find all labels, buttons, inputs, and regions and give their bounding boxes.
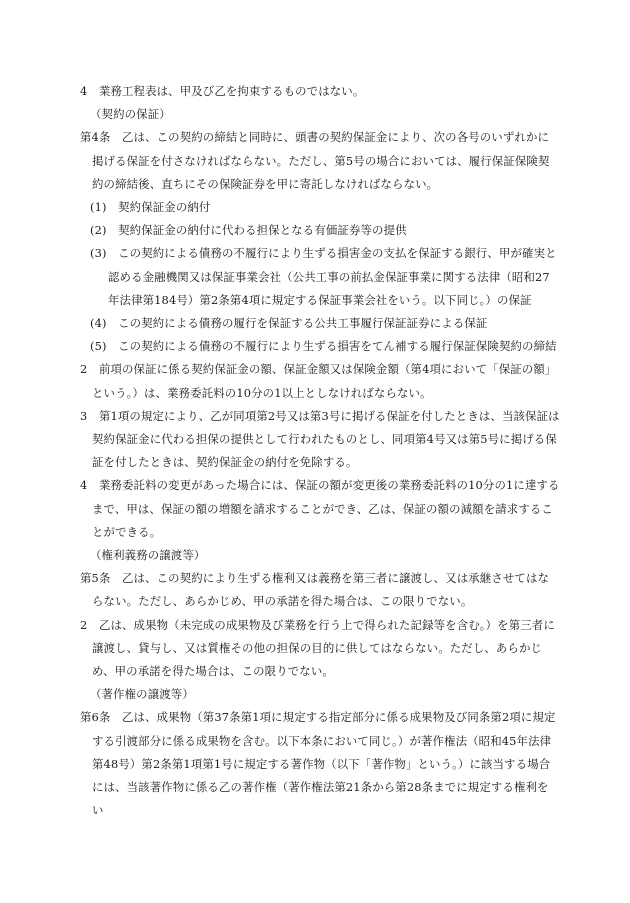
- heading-contract-guarantee: （契約の保証）: [90, 107, 171, 122]
- article-4-paragraph-3: 3 第1項の規定により、乙が同項第2号又は第3号に掲げる保証を付したときは、当該保証は契約保証金に代わる担保の提供として行われたものとし、同項第4号又は第5号に掲げる保証を付したときは、契約保証金の納付を免除する。: [80, 408, 560, 470]
- heading-copyright-transfer: （著作権の譲渡等）: [90, 687, 194, 702]
- heading-transfer-of-rights: （権利義務の譲渡等）: [90, 548, 206, 563]
- article-5-paragraph-2: 2 乙は、成果物（未完成の成果物及び業務を行う上で得られた記録等を含む。）を第三者に譲渡し、貸与し、又は質権その他の担保の目的に供してはならない。ただし、あらかじめ、甲の承諾を得た場合は、この限りでない。: [80, 617, 555, 679]
- contract-text: [80, 80, 560, 823]
- paragraph-4-schedule: 4 業務工程表は、甲及び乙を拘束するものではない。: [80, 84, 365, 98]
- article-4-item-4: (4) この契約による債務の履行を保証する公共工事履行保証証券による保証: [90, 316, 488, 331]
- article-4-item-1: (1) 契約保証金の納付: [90, 200, 211, 215]
- article-4-item-3: (3) この契約による債務の不履行により生ずる損害金の支払を保証する銀行、甲が確実と認める金融機関又は保証事業会社（公共工事の前払金保証事業に関する法律（昭和27年法律第184号）第2条第4項に規定する保証事業会社をいう。以下同じ。）の保証: [90, 246, 557, 307]
- article-4: 第4条 乙は、この契約の締結と同時に、頭書の契約保証金により、次の各号のいずれかに掲げる保証を付さなければならない。ただし、第5号の場合においては、履行保証保険契約の締結後、直ちにその保険証券を甲に寄託しなければならない。: [80, 130, 550, 191]
- article-4-item-2: (2) 契約保証金の納付に代わる担保となる有価証券等の提供: [90, 223, 407, 238]
- article-4-item-5: (5) この契約による債務の不履行により生ずる損害をてん補する履行保証保険契約の締結: [90, 339, 557, 354]
- article-5: 第5条 乙は、この契約により生ずる権利又は義務を第三者に譲渡し、又は承継させてはならない。ただし、あらかじめ、甲の承諾を得た場合は、この限りでない。: [80, 571, 550, 609]
- article-6: 第6条 乙は、成果物（第37条第1項に規定する指定部分に係る成果物及び同条第2項に規定する引渡部分に係る成果物を含む。以下本条において同じ。）が著作権法（昭和45年法律第48号）第2条第1項第1号に規定する著作物（以下「著作物」という。）に該当する場合には、当該著作物に係る乙の著作権（著作権法第21条から第28条までに規定する権利をい: [80, 710, 556, 818]
- article-4-paragraph-2: 2 前項の保証に係る契約保証金の額、保証金額又は保険金額（第4項において「保証の額」という。）は、業務委託料の10分の1以上としなければならない。: [80, 362, 557, 400]
- article-4-paragraph-4: 4 業務委託料の変更があった場合には、保証の額が変更後の業務委託料の10分の1に達するまで、甲は、保証の額の増額を請求することができ、乙は、保証の額の減額を請求することができる。: [80, 478, 560, 539]
